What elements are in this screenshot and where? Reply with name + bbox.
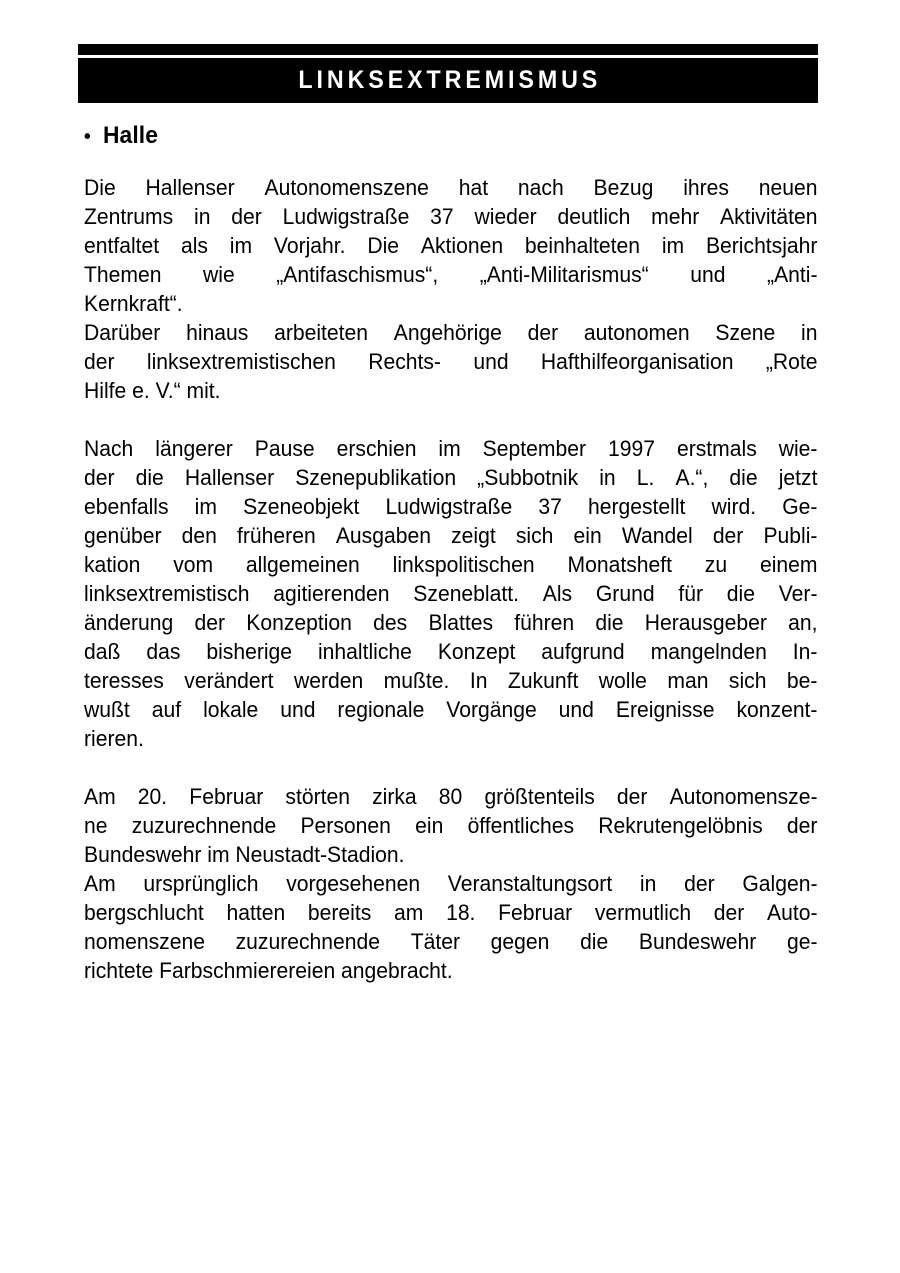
text-word: man: [667, 668, 709, 693]
text-word: jetzt: [778, 465, 818, 490]
text-line: [84, 898, 818, 927]
text-word: 37: [538, 494, 562, 519]
text-word: der: [527, 320, 559, 345]
text-word: Bezug: [593, 175, 654, 200]
text-word: als: [180, 233, 208, 258]
text-word: Als: [542, 581, 573, 606]
paragraph-block: [84, 434, 818, 753]
text-word: genüber: [84, 523, 162, 548]
text-word: wird.: [711, 494, 757, 519]
text-word: mußte.: [383, 668, 450, 693]
text-word: bergschlucht: [84, 900, 204, 925]
section-title: LINKSEXTREMISMUS: [298, 66, 602, 94]
text-word: in: [801, 320, 818, 345]
text-word: Täter: [410, 929, 461, 954]
paragraph-spacer: [84, 405, 818, 434]
section-banner: [78, 44, 818, 103]
text-word: der: [712, 523, 744, 548]
text-word: „Anti-Militarismus“: [479, 262, 649, 287]
text-word: Bundeswehr: [638, 929, 757, 954]
text-word: der: [684, 871, 715, 896]
text-word: an,: [788, 610, 818, 635]
text-line: [84, 434, 818, 463]
text-word: daß: [84, 639, 121, 664]
text-line: [84, 840, 818, 869]
text-line: [84, 289, 818, 318]
text-word: linksextremistisch: [84, 581, 250, 606]
text-word: verändert: [184, 668, 274, 693]
text-word: beinhalteten: [524, 233, 641, 258]
text-word: bereits: [307, 900, 372, 925]
text-word: In: [469, 668, 488, 693]
text-word: regionale: [337, 697, 425, 722]
text-word: auf: [151, 697, 182, 722]
text-word: nach: [517, 175, 564, 200]
text-line: [84, 521, 818, 550]
text-line: [84, 260, 818, 289]
text-word: zuzurechnende: [131, 813, 277, 838]
text-word: und: [690, 262, 726, 287]
text-word: längerer: [155, 436, 233, 461]
text-line: [84, 956, 818, 985]
text-word: in: [194, 204, 211, 229]
text-word: Hallenser: [184, 465, 275, 490]
text-word: hatten: [226, 900, 286, 925]
text-word: deutlich: [557, 204, 631, 229]
text-line: [84, 376, 818, 405]
text-word: öffentliches: [467, 813, 575, 838]
text-word: im: [229, 233, 253, 258]
text-word: wie-: [778, 436, 818, 461]
text-word: früheren: [237, 523, 316, 548]
text-word: der: [84, 349, 115, 374]
text-line: [84, 550, 818, 579]
text-line: [84, 202, 818, 231]
paragraph-blocks: [84, 173, 818, 985]
text-word: Ausgaben: [335, 523, 431, 548]
text-word: der: [713, 900, 745, 925]
text-word: A.“,: [675, 465, 709, 490]
text-word: Publi-: [763, 523, 818, 548]
text-word: am: [394, 900, 424, 925]
text-word: Hilfe e. V.“ mit.: [84, 378, 221, 403]
text-word: 20.: [137, 784, 168, 809]
text-word: hinaus: [186, 320, 249, 345]
text-word: Szeneblatt.: [413, 581, 519, 606]
text-word: Herausgeber: [644, 610, 767, 635]
text-word: Aktionen: [420, 233, 504, 258]
text-word: allgemeinen: [245, 552, 360, 577]
text-word: der: [786, 813, 818, 838]
text-line: [84, 782, 818, 811]
text-word: den: [181, 523, 217, 548]
text-word: aufgrund: [541, 639, 625, 664]
text-word: agitierenden: [273, 581, 390, 606]
text-word: rieren.: [84, 726, 144, 751]
text-word: das: [146, 639, 181, 664]
text-word: Angehörige: [393, 320, 502, 345]
text-word: im: [194, 494, 217, 519]
text-word: sich: [728, 668, 767, 693]
text-word: Grund: [595, 581, 655, 606]
text-word: Galgen-: [742, 871, 818, 896]
text-word: Februar: [189, 784, 264, 809]
text-word: ihres: [683, 175, 729, 200]
text-word: „Subbotnik: [477, 465, 579, 490]
text-word: Am: [84, 784, 116, 809]
text-word: die: [595, 610, 624, 635]
text-line: [84, 811, 818, 840]
text-word: Vorjahr.: [273, 233, 346, 258]
text-word: Auto-: [767, 900, 818, 925]
text-word: Konzeption: [246, 610, 352, 635]
text-word: ein: [573, 523, 602, 548]
text-word: konzent-: [736, 697, 818, 722]
text-line: [84, 869, 818, 898]
text-line: [84, 579, 818, 608]
text-word: zu: [704, 552, 728, 577]
text-word: Ver-: [778, 581, 818, 606]
text-word: Die: [84, 175, 116, 200]
text-word: größtenteils: [484, 784, 595, 809]
text-word: Aktivitäten: [720, 204, 818, 229]
text-word: hergestellt: [587, 494, 686, 519]
text-word: teresses: [84, 668, 164, 693]
text-word: ne: [84, 813, 108, 838]
paragraph-spacer: [84, 753, 818, 782]
text-word: neuen: [758, 175, 818, 200]
text-word: Konzept: [437, 639, 516, 664]
text-word: Am: [84, 871, 116, 896]
text-word: Hallenser: [145, 175, 235, 200]
text-word: die: [729, 465, 758, 490]
text-line: [84, 695, 818, 724]
paragraph-block: [84, 782, 818, 985]
text-word: im: [438, 436, 461, 461]
banner-main-bar: [78, 58, 818, 103]
text-word: Hafthilfeorganisation: [540, 349, 734, 374]
text-word: 18.: [446, 900, 476, 925]
text-word: führen: [514, 610, 575, 635]
text-line: [84, 637, 818, 666]
text-word: Autonomensze-: [669, 784, 818, 809]
text-word: ursprünglich: [143, 871, 259, 896]
document-body: [84, 122, 818, 985]
text-word: zuzurechnende: [235, 929, 381, 954]
text-line: [84, 173, 818, 202]
text-word: „Rote: [765, 349, 818, 374]
text-word: L.: [636, 465, 655, 490]
text-word: bisherige: [206, 639, 293, 664]
text-line: [84, 608, 818, 637]
subsection-heading: [84, 122, 781, 151]
bullet-point-icon: •: [84, 126, 91, 148]
text-line: [84, 318, 818, 347]
text-word: Szene: [715, 320, 776, 345]
text-word: Die: [367, 233, 400, 258]
text-word: gegen: [490, 929, 550, 954]
text-word: 1997: [607, 436, 655, 461]
text-word: linksextremistischen: [146, 349, 336, 374]
text-word: für: [678, 581, 704, 606]
text-word: mangelnden: [650, 639, 767, 664]
text-word: Personen: [300, 813, 391, 838]
text-word: autonomen: [583, 320, 690, 345]
text-word: der: [84, 465, 115, 490]
text-word: Monatsheft: [567, 552, 672, 577]
text-word: „Anti-: [767, 262, 818, 287]
text-word: 37: [430, 204, 454, 229]
text-word: vom: [173, 552, 214, 577]
text-word: Rechts-: [368, 349, 441, 374]
text-word: in: [639, 871, 657, 896]
text-word: zirka: [372, 784, 417, 809]
paragraph-block: [84, 173, 818, 405]
text-word: Themen: [84, 262, 162, 287]
text-word: werden: [293, 668, 364, 693]
text-word: Szeneobjekt: [243, 494, 360, 519]
text-word: die: [726, 581, 755, 606]
text-word: wußt: [84, 697, 130, 722]
text-word: die: [135, 465, 164, 490]
text-word: Rekrutengelöbnis: [598, 813, 763, 838]
text-word: Berichtsjahr: [705, 233, 818, 258]
text-word: inhaltliche: [317, 639, 412, 664]
text-word: nomenszene: [84, 929, 205, 954]
text-word: Ludwigstraße: [385, 494, 513, 519]
text-word: der: [194, 610, 226, 635]
text-word: im: [661, 233, 685, 258]
text-word: zeigt: [451, 523, 496, 548]
text-word: entfaltet: [84, 233, 160, 258]
text-word: und: [280, 697, 316, 722]
subsection-heading-label: Halle: [103, 122, 158, 149]
text-line: [84, 347, 818, 376]
text-word: erschien: [336, 436, 417, 461]
text-line: [84, 927, 818, 956]
text-word: Autonomenszene: [264, 175, 429, 200]
text-line: [84, 231, 818, 260]
text-word: Vorgänge: [446, 697, 537, 722]
text-word: erstmals: [676, 436, 757, 461]
text-word: ebenfalls: [84, 494, 169, 519]
text-line: [84, 492, 818, 521]
text-word: Ge-: [782, 494, 818, 519]
text-word: mehr: [651, 204, 700, 229]
text-word: Februar: [498, 900, 573, 925]
text-word: Veranstaltungsort: [447, 871, 613, 896]
text-word: ge-: [786, 929, 818, 954]
text-word: „Antifaschismus“,: [276, 262, 439, 287]
text-line: [84, 463, 818, 492]
text-word: in: [599, 465, 616, 490]
text-word: 80: [438, 784, 463, 809]
text-word: September: [482, 436, 587, 461]
text-word: vorgesehenen: [286, 871, 421, 896]
text-word: richtete Farbschmierereien angebracht.: [84, 958, 453, 983]
text-word: arbeiteten: [274, 320, 369, 345]
text-word: der: [616, 784, 648, 809]
text-word: Kernkraft“.: [84, 291, 183, 316]
text-word: lokale: [203, 697, 259, 722]
text-word: Blattes: [428, 610, 494, 635]
text-word: und: [558, 697, 594, 722]
text-word: Zukunft: [507, 668, 579, 693]
text-word: kation: [84, 552, 141, 577]
text-word: linkspolitischen: [392, 552, 535, 577]
text-word: die: [580, 929, 609, 954]
text-word: und: [473, 349, 509, 374]
text-word: wolle: [598, 668, 647, 693]
text-line: [84, 666, 818, 695]
text-word: Ereignisse: [615, 697, 715, 722]
text-word: wie: [203, 262, 235, 287]
text-word: In-: [792, 639, 818, 664]
text-word: Wandel: [621, 523, 693, 548]
text-word: Szenepublikation: [295, 465, 457, 490]
text-word: einem: [759, 552, 818, 577]
text-word: ein: [415, 813, 444, 838]
text-word: sich: [515, 523, 554, 548]
text-word: wieder: [474, 204, 537, 229]
text-word: des: [373, 610, 408, 635]
text-word: Pause: [254, 436, 315, 461]
text-word: be-: [786, 668, 818, 693]
text-word: Bundeswehr im Neustadt-Stadion.: [84, 842, 405, 867]
text-word: änderung: [84, 610, 174, 635]
text-word: störten: [285, 784, 350, 809]
text-word: hat: [458, 175, 489, 200]
text-word: vermutlich: [594, 900, 692, 925]
text-word: Nach: [84, 436, 134, 461]
banner-top-strip: [78, 44, 818, 55]
text-word: Zentrums: [84, 204, 174, 229]
text-word: der: [231, 204, 262, 229]
text-line: [84, 724, 818, 753]
text-word: Ludwigstraße: [282, 204, 410, 229]
text-word: Darüber: [84, 320, 161, 345]
